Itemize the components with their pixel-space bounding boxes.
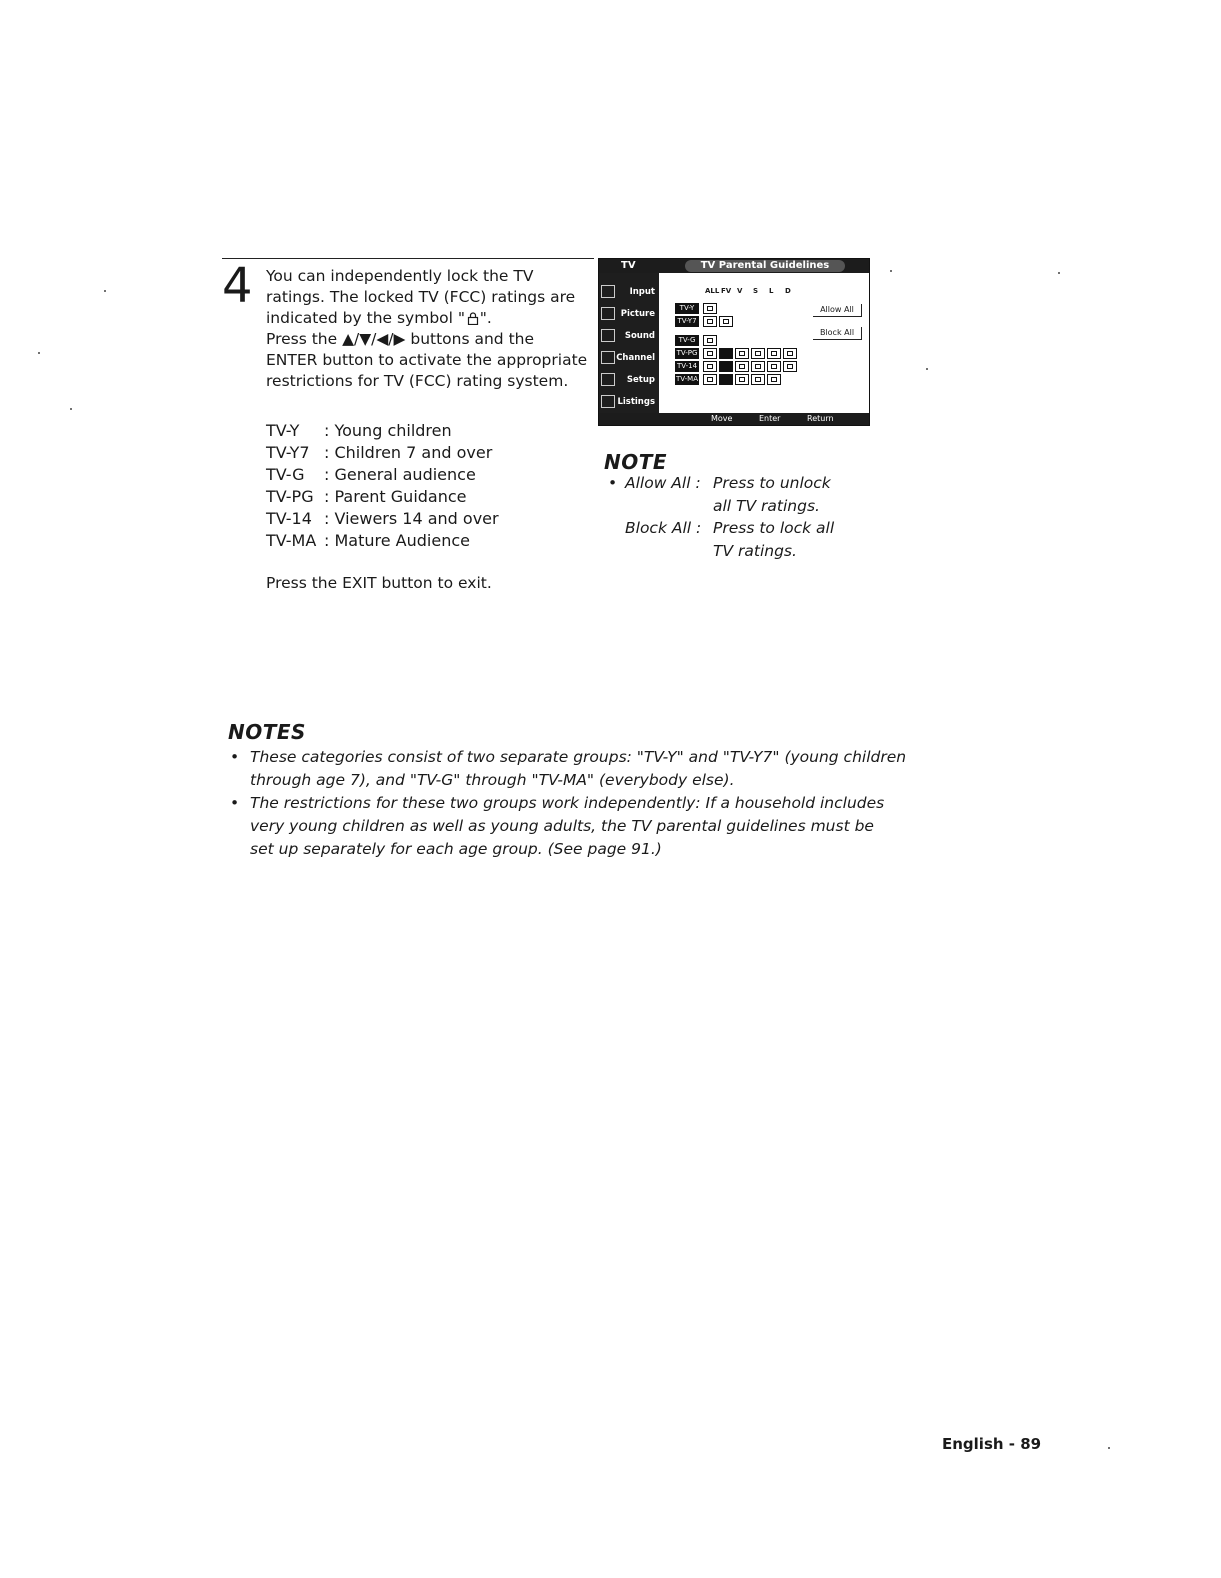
tv-screen-title: TV Parental Guidelines [685, 260, 845, 272]
scan-speck [1108, 1447, 1110, 1449]
page-footer: English - 89 [942, 1435, 1042, 1453]
tv-rating-row [661, 316, 801, 327]
lock-cell [703, 374, 717, 385]
rating-code: TV-MA [266, 531, 317, 550]
tv-hint-bar [599, 413, 869, 425]
rating-desc: : Mature Audience [324, 531, 470, 550]
rating-desc: : Children 7 and over [324, 443, 493, 462]
setup-icon [601, 373, 615, 386]
notes-line: through age 7), and "TV-G" through "TV-MA" (everybody else). [250, 771, 735, 789]
rating-row [266, 442, 499, 464]
step-number: 4 [222, 258, 253, 314]
lock-cell [783, 348, 797, 359]
allow-all-button: Allow All [813, 304, 862, 317]
bullet: • [230, 794, 240, 812]
rating-code: TV-Y7 [266, 443, 310, 462]
rating-desc: : Parent Guidance [324, 487, 467, 506]
enter-hint: Enter [759, 414, 781, 423]
lock-cell [751, 361, 765, 372]
channel-icon [601, 351, 615, 364]
lock-cell [783, 361, 797, 372]
note-text: TV ratings. [713, 541, 797, 560]
tv-rating-label: TV-14 [676, 362, 698, 370]
instruction-line [266, 308, 596, 329]
lock-cell [719, 361, 733, 372]
rating-desc: : General audience [324, 465, 476, 484]
tv-side-item: Input [601, 283, 657, 301]
rating-desc: : Viewers 14 and over [324, 509, 499, 528]
lock-cell [735, 361, 749, 372]
tv-side-item: Sound [601, 327, 657, 345]
notes-item [228, 746, 928, 792]
tv-rating-row [661, 348, 801, 359]
lock-cell [703, 348, 717, 359]
instruction-line: You can independently lock the TV [266, 267, 534, 285]
notes-line: These categories consist of two separate groups: "TV-Y" and "TV-Y7" (young children [250, 748, 907, 766]
lock-cell [703, 335, 717, 346]
notes-line: The restrictions for these two groups work independently: If a household includes [250, 794, 885, 812]
notes-line: very young children as well as young adults, the TV parental guidelines must be [250, 817, 874, 835]
rating-code: TV-PG [266, 487, 314, 506]
lock-cell [767, 361, 781, 372]
notes-list [228, 746, 928, 861]
scan-speck [890, 270, 892, 272]
scan-speck [38, 352, 40, 354]
tv-rating-label: TV-Y [675, 303, 699, 314]
scan-speck [104, 290, 106, 292]
lock-cell [735, 374, 749, 385]
sound-icon [601, 329, 615, 342]
tv-rating-label: TV-MA [675, 375, 698, 383]
lock-cell [735, 348, 749, 359]
note-text: Press to lock all [713, 519, 835, 537]
tv-side-menu [599, 273, 659, 413]
instruction-text: indicated by the symbol " ". [266, 309, 492, 327]
rating-row [266, 486, 499, 508]
note-term: Allow All : [625, 474, 701, 492]
move-hint: Move [711, 414, 733, 423]
block-all-button: Block All [813, 327, 862, 340]
step-divider [222, 258, 594, 259]
rating-row [266, 464, 499, 486]
instruction-line: ENTER button to activate the appropriate [266, 351, 588, 369]
listings-icon [601, 395, 615, 408]
rating-code: TV-G [266, 465, 305, 484]
note-text: Press to unlock [713, 474, 831, 492]
col-header: L [769, 287, 774, 295]
instruction-line: restrictions for TV (FCC) rating system. [266, 372, 569, 390]
rating-list [266, 420, 499, 552]
lock-cell [719, 374, 733, 385]
rating-row [266, 508, 499, 530]
rating-row [266, 420, 499, 442]
lock-cell [751, 348, 765, 359]
tv-menu-name: TV [621, 260, 636, 271]
notes-item [228, 792, 928, 861]
tv-side-item: Channel [601, 349, 657, 367]
tv-side-item: Setup [601, 371, 657, 389]
tv-rating-label: TV-Y7 [675, 316, 699, 327]
lock-cell [751, 374, 765, 385]
tv-rating-label: TV-PG [676, 349, 698, 357]
col-header: FV [721, 287, 732, 295]
instruction-line: ratings. The locked TV (FCC) ratings are [266, 288, 576, 306]
tv-rating-label: TV-G [675, 335, 699, 346]
tv-rating-row [661, 335, 801, 346]
lock-cell [767, 374, 781, 385]
scan-speck [70, 408, 72, 410]
tv-side-item: Picture [601, 305, 657, 323]
tv-screen-illustration [598, 258, 870, 426]
col-header: V [737, 287, 743, 295]
note-heading: NOTE [604, 450, 668, 474]
lock-cell [719, 348, 733, 359]
note-text: all TV ratings. [713, 496, 820, 515]
rating-code: TV-Y [266, 421, 300, 440]
notes-line: set up separately for each age group. (See page 91.) [250, 840, 662, 858]
lock-cell [703, 316, 717, 327]
bullet: • [608, 474, 618, 492]
lock-cell [719, 316, 733, 327]
step-instructions [266, 266, 596, 392]
rating-row [266, 530, 499, 552]
col-header: ALL [705, 287, 720, 295]
tv-side-item: Listings [601, 393, 657, 411]
instruction-line: Press the ▲/▼/◀/▶ buttons and the [266, 330, 535, 348]
lock-cell [703, 361, 717, 372]
tv-title-bar [599, 259, 869, 273]
scan-speck [1058, 272, 1060, 274]
lock-cell [703, 303, 717, 314]
tv-rating-row [661, 303, 801, 314]
picture-icon [601, 307, 615, 320]
bullet: • [230, 748, 240, 766]
col-header: S [753, 287, 759, 295]
col-header: D [785, 287, 791, 295]
rating-desc: : Young children [324, 421, 452, 440]
notes-heading: NOTES [228, 720, 306, 744]
tv-rating-row [661, 361, 801, 372]
rating-code: TV-14 [266, 509, 312, 528]
return-hint: Return [807, 414, 834, 423]
note-term: Block All : [625, 519, 702, 537]
lock-cell [767, 348, 781, 359]
exit-instruction: Press the EXIT button to exit. [266, 574, 492, 592]
tv-rating-row [661, 374, 801, 385]
lock-icon [467, 312, 479, 325]
scan-speck [926, 368, 928, 370]
input-icon [601, 285, 615, 298]
